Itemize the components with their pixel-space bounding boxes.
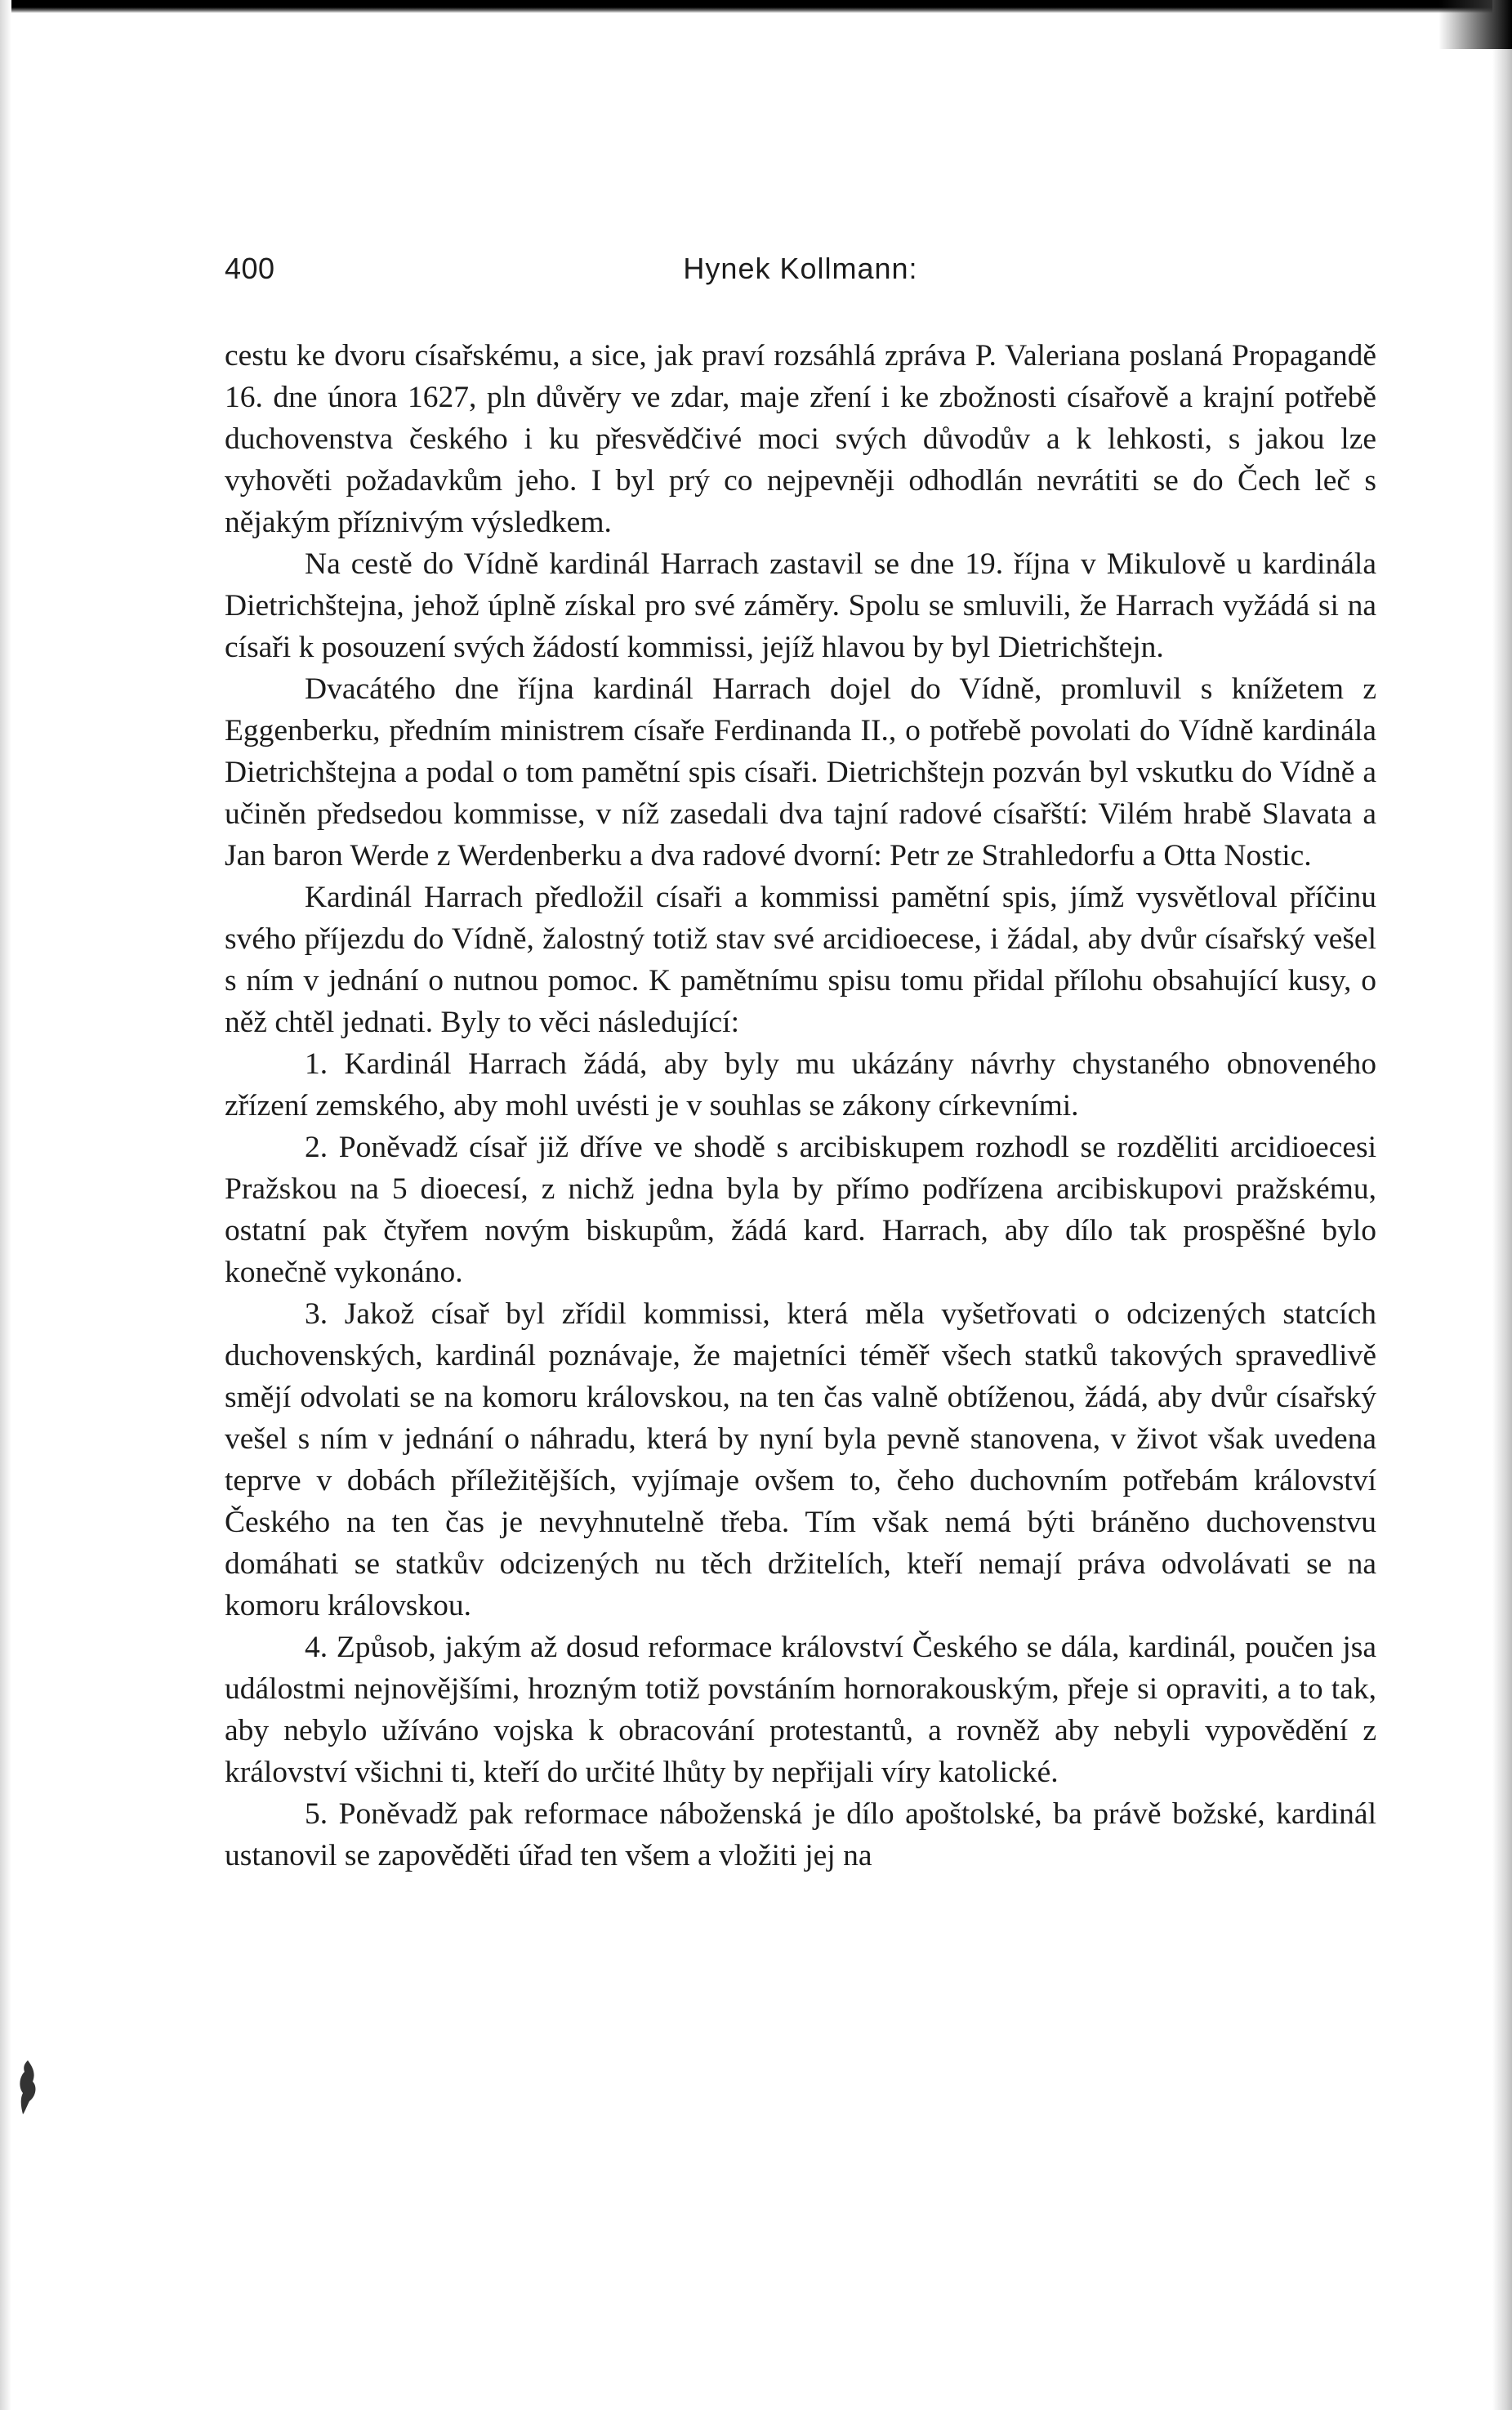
scan-top-edge [0, 0, 1512, 13]
list-item-2: 2. Poněvadž císař již dříve ve shodě s arcibiskupem rozhodl se rozděliti arcidioecesi Pražskou na 5 dioecesí, z nichž jedna byla by přímo podřízena arcibiskupovi pražskému, ostatní pak čtyřem novým biskupům, žádá kard. Harrach, aby dílo tak prospěšné bylo konečně vykonáno. [225, 1131, 1376, 1289]
scan-left-edge [0, 0, 11, 2410]
list-item-3: 3. Jakož císař byl zřídil kommissi, která měla vyšetřovati o odcizených statcích duchovenských, kardinál poznávaje, že majetníci téměř všech statků takových spravedlivě smějí odvolati se na komoru královskou, na ten čas valně obtíženou, žádá, aby dvůr císařský vešel s ním v jednání o náhradu, která by nyní byla pevně stanovena, v život však uvedena teprve v dobách příležitějších, vyjímaje ovšem to, čeho duchovním potřebám království Českého na ten čas je nevyhnutelně třeba. Tím však nemá býti bráněno duchovenstvu domáhati se statkův odcizených nu těch držitelích, kteří nemají práva odvolávati se na komoru královskou. [225, 1297, 1376, 1622]
paragraph-vienna-arrival: Dvacátého dne října kardinál Harrach dojel do Vídně, promluvil s knížetem z Eggenberku, předním ministrem císaře Ferdinanda II., o potřebě povolati do Vídně kardinála Dietrichštejna a podal o tom pamětní spis císaři. Dietrichštejn pozván byl vskutku do Vídně a učiněn předsedou kommisse, v níž zasedali dva tajní radové císařští: Vilém hrabě Slavata a Jan baron Werde z Werdenberku a dva radové dvorní: Petr ze Strahledorfu a Otta Nostic. [225, 672, 1376, 873]
page-header [225, 245, 1376, 294]
list-item-4: 4. Způsob, jakým až dosud reformace království Českého se dála, kardinál, poučen jsa událostmi nejnovějšími, hrozným totiž povstáním hornorakouským, přeje si opraviti, a to tak, aby nebylo užíváno vojska k obracování protestantů, a rovněž aby nebyli vypovědění z království všichni ti, kteří do určité lhůty by nepřijali víry katolické. [225, 1631, 1376, 1789]
ink-blot-mark [16, 2059, 41, 2116]
paragraph-memorandum: Kardinál Harrach předložil císaři a kommissi pamětní spis, jímž vysvětloval příčinu svého příjezdu do Vídně, žalostný totiž stav své arcidioecese, i žádal, aby dvůr císařský vešel s ním v jednání o nutnou pomoc. K pamětnímu spisu tomu přidal přílohu obsahující kusy, o něž chtěl jednati. Byly to věci následující: [225, 881, 1376, 1039]
paragraph-mikulov: Na cestě do Vídně kardinál Harrach zastavil se dne 19. října v Mikulově u kardinála Dietrichštejna, jehož úplně získal pro své záměry. Spolu se smluvili, že Harrach vyžádá si na císaři k posouzení svých žádostí kommissi, jejíž hlavou by byl Dietrichštejn. [225, 547, 1376, 664]
scan-corner-shadow [1438, 0, 1512, 49]
list-item-1: 1. Kardinál Harrach žádá, aby byly mu ukázány návrhy chystaného obnoveného zřízení zemského, aby mohl uvésti je v souhlas se zákony církevními. [225, 1047, 1376, 1122]
page-number: 400 [225, 252, 275, 285]
scan-right-edge [1492, 0, 1512, 2410]
running-title: Hynek Kollmann: [683, 252, 918, 285]
list-item-5: 5. Poněvadž pak reformace náboženská je dílo apoštolské, ba právě božské, kardinál ustanovil se zapověděti úřad ten všem a vložiti jej na [225, 1797, 1376, 1872]
paragraph-continuation: cestu ke dvoru císařskému, a sice, jak praví rozsáhlá zpráva P. Valeriana poslaná Propagandě 16. dne února 1627, pln důvěry ve zdar, maje zření i ke zbožnosti císařově a krajní potřebě duchovenstva českého i ku přesvědčivé moci svých důvodův a k lehkosti, s jakou lze vyhověti požadavkům jeho. I byl prý co nejpevněji odhodlán nevrátiti se do Čech leč s nějakým příznivým výsledkem. [225, 339, 1376, 539]
body-text [225, 335, 1376, 1877]
